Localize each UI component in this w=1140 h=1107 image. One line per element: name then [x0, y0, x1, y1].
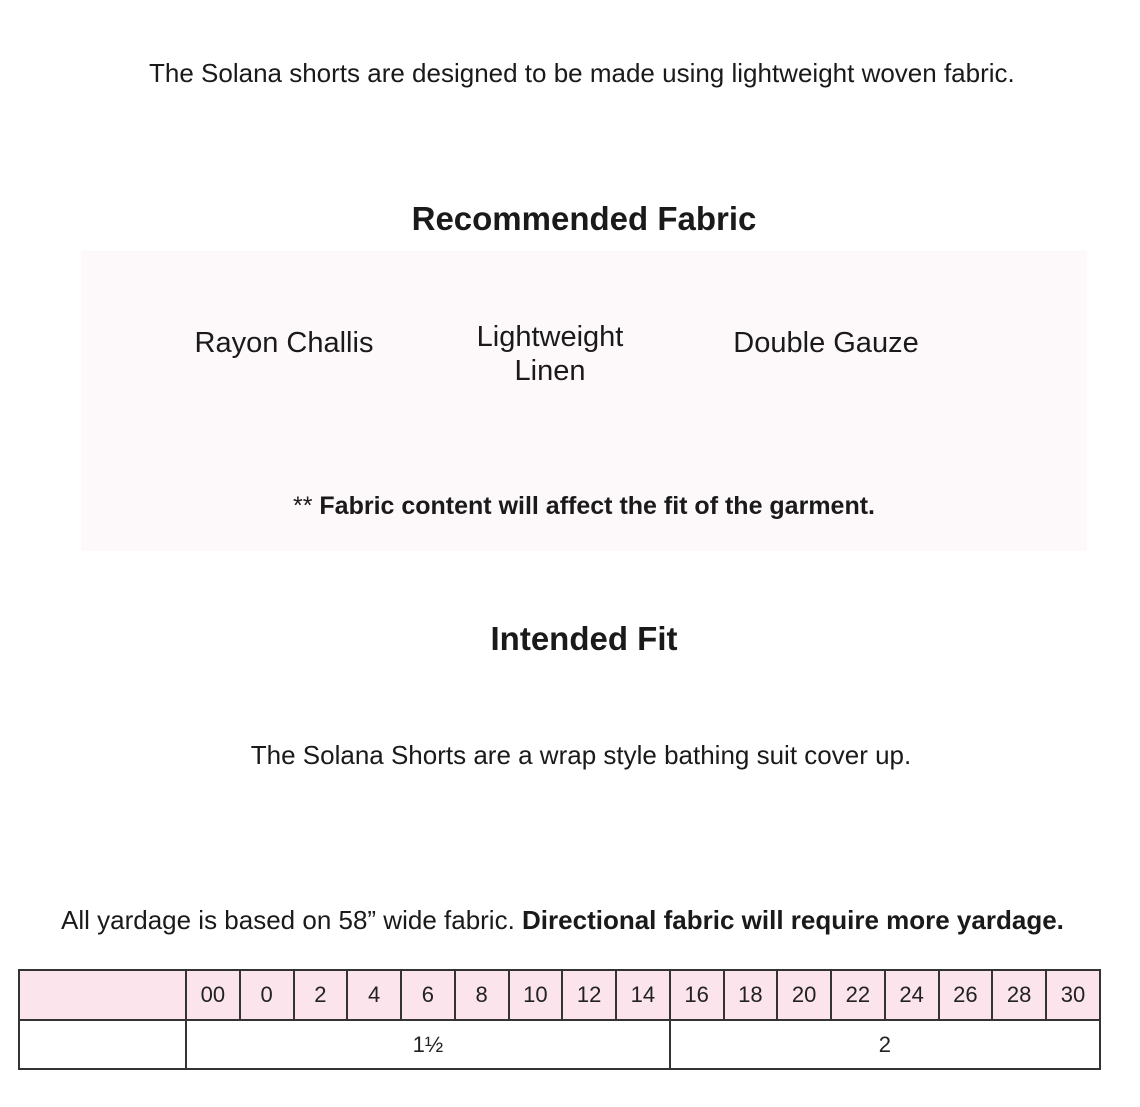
size-cell: 14: [616, 970, 670, 1020]
size-cell: 20: [777, 970, 831, 1020]
size-cell: 10: [509, 970, 563, 1020]
fabric-item-lightweight-linen: Lightweight Linen: [476, 321, 624, 387]
size-cell: 18: [724, 970, 778, 1020]
size-cell: 6: [401, 970, 455, 1020]
fabric-item-rayon-challis: Rayon Challis: [194, 327, 374, 359]
recommended-fabric-heading: Recommended Fabric: [411, 200, 757, 237]
yardage-value-cell: 1½: [186, 1020, 670, 1069]
intended-fit-heading: Intended Fit: [490, 620, 678, 657]
yardage-note: [61, 905, 1064, 936]
size-cell: 8: [455, 970, 509, 1020]
recommended-fabric-panel: [81, 251, 1087, 551]
yardage-row-label: [19, 1020, 186, 1069]
size-cell: 4: [347, 970, 401, 1020]
yardage-note-bold: Directional fabric will require more yardage.: [522, 905, 1064, 935]
size-cell: 28: [992, 970, 1046, 1020]
size-cell: 30: [1046, 970, 1100, 1020]
yardage-table: [18, 969, 1101, 1070]
size-cell: 00: [186, 970, 240, 1020]
yardage-note-plain: All yardage is based on 58” wide fabric.: [61, 905, 523, 935]
size-cell: 2: [294, 970, 348, 1020]
intro-text: The Solana shorts are designed to be made using lightweight woven fabric.: [149, 58, 1015, 88]
intended-fit-text: The Solana Shorts are a wrap style bathing suit cover up.: [250, 740, 912, 770]
yardage-row: [19, 1020, 1100, 1069]
size-cell: 12: [562, 970, 616, 1020]
size-cell: 22: [831, 970, 885, 1020]
size-cell: 16: [670, 970, 724, 1020]
size-cell: 26: [939, 970, 993, 1020]
fabric-content-note: [81, 492, 1087, 521]
size-row-label: [19, 970, 186, 1020]
fabric-item-double-gauze: Double Gauze: [733, 327, 919, 359]
size-header-row: [19, 970, 1100, 1020]
size-cell: 0: [240, 970, 294, 1020]
fabric-note-text: Fabric content will affect the fit of the garment.: [319, 492, 875, 520]
yardage-value-cell: 2: [670, 1020, 1100, 1069]
size-cell: 24: [885, 970, 939, 1020]
fabric-note-prefix: **: [292, 492, 320, 520]
